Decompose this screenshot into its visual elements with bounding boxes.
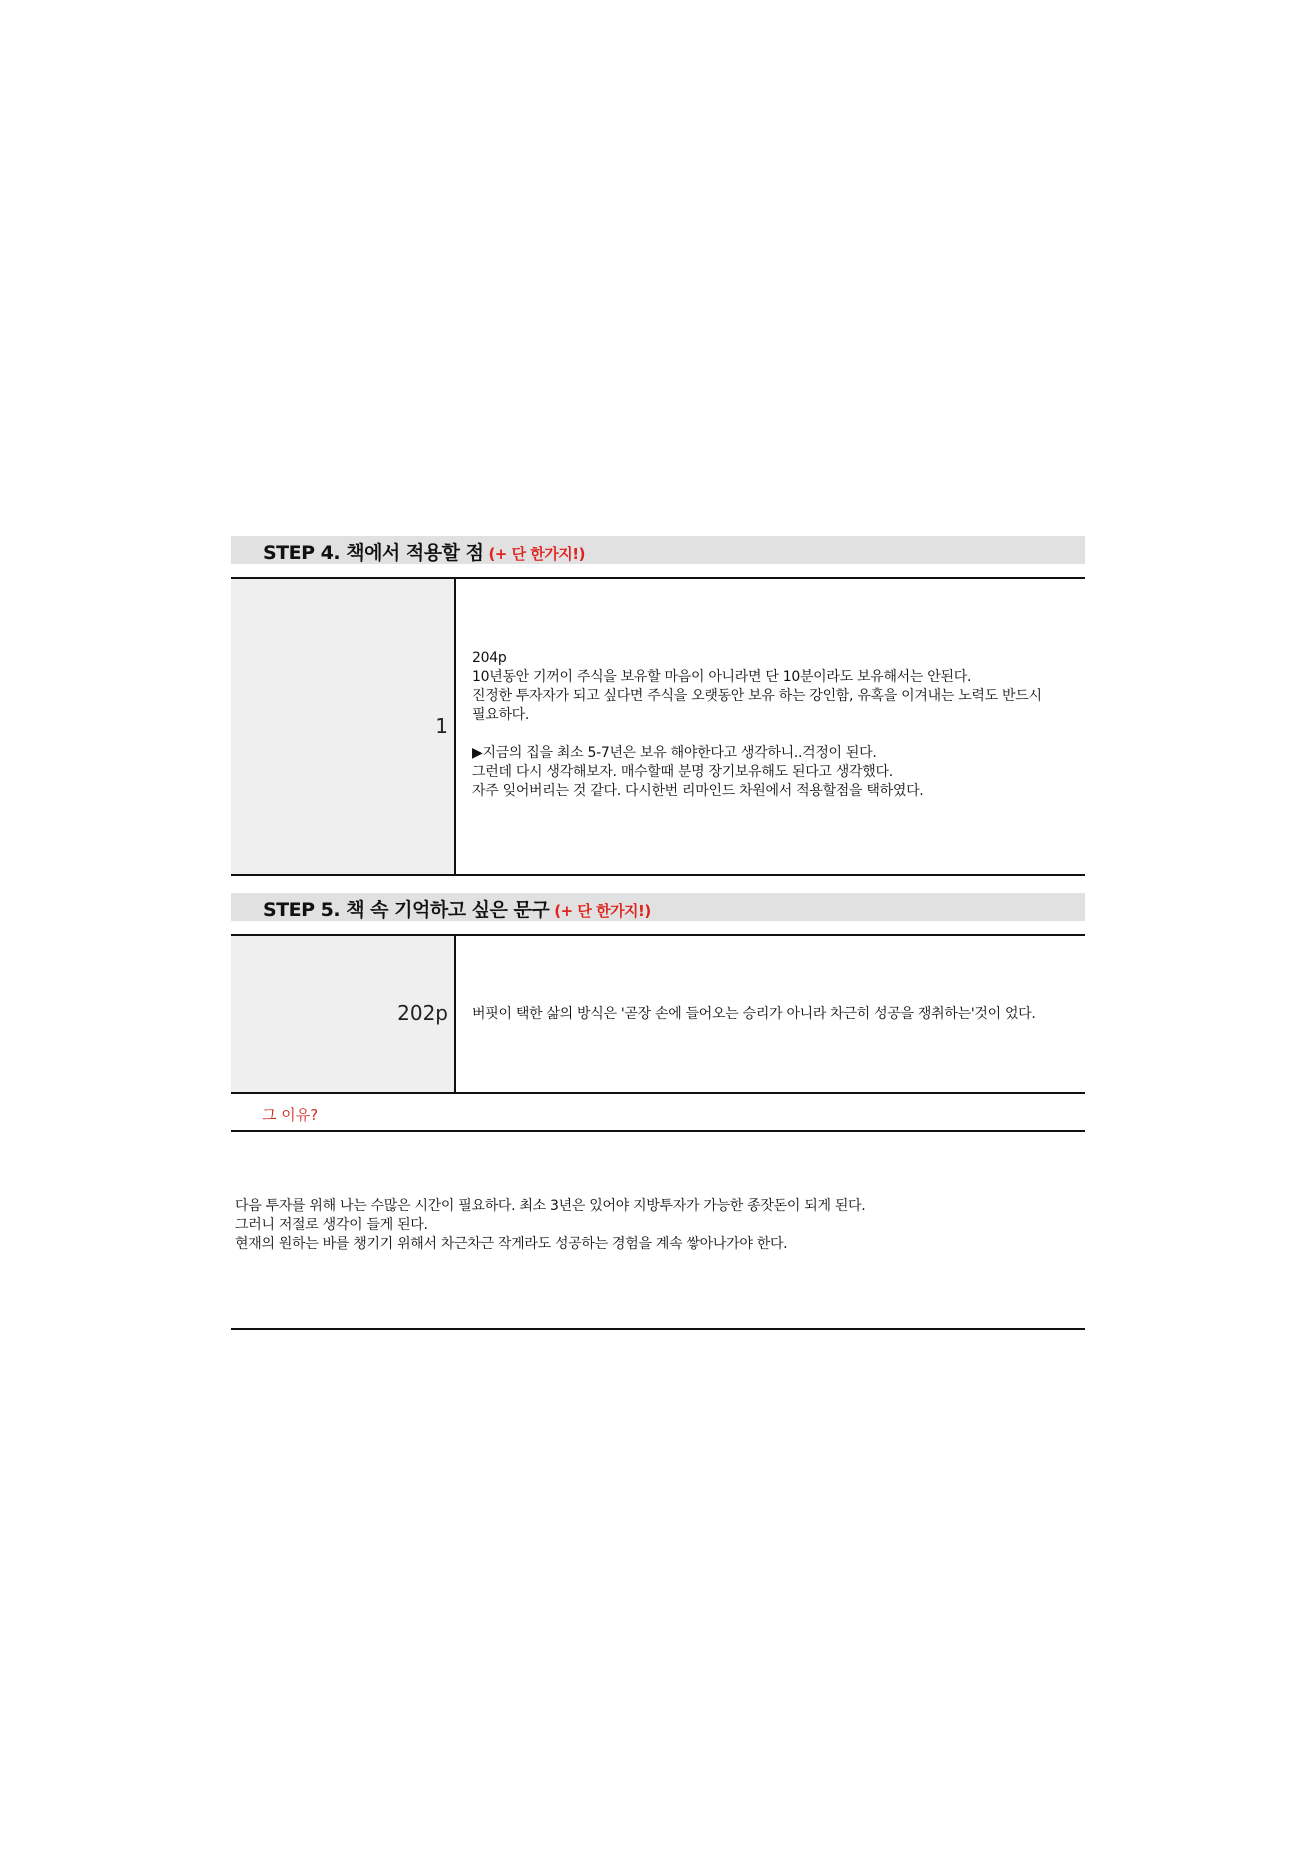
step4-title: STEP 4. 책에서 적용할 점 — [263, 542, 484, 564]
step5-header — [231, 893, 1085, 921]
step5-number: 202p — [397, 1001, 448, 1025]
reason-divider — [231, 1130, 1085, 1132]
step4-number-cell — [231, 579, 456, 874]
step4-title-group — [263, 538, 585, 565]
step5-row — [231, 934, 1085, 1094]
step5-title-group — [263, 895, 651, 922]
reason-line: 그러니 저절로 생각이 들게 된다. — [235, 1217, 428, 1233]
reason-line: 현재의 원하는 바를 챙기기 위해서 차근차근 작게라도 성공하는 경험을 계속 쌓아나가야 한다. — [235, 1236, 788, 1252]
step5-content — [472, 1005, 1071, 1024]
reason-line: 다음 투자를 위해 나는 수많은 시간이 필요하다. 최소 3년은 있어야 지방투자가 가능한 종잣돈이 되게 된다. — [235, 1198, 866, 1214]
step4-content — [472, 649, 1071, 801]
step4-row — [231, 577, 1085, 876]
step5-accent: (+ 단 한가지!) — [554, 902, 651, 920]
step4-number: 1 — [435, 714, 448, 738]
step4-line: 진정한 투자자가 되고 싶다면 주식을 오랫동안 보유 하는 강인함, 유혹을 이겨내는 노력도 반드시 — [472, 688, 1042, 704]
step5-title: STEP 5. 책 속 기억하고 싶은 문구 — [263, 899, 550, 921]
reason-label: 그 이유? — [262, 1106, 319, 1124]
step4-line: 필요하다. — [472, 707, 530, 723]
step4-header — [231, 536, 1085, 564]
step4-line: 204p — [472, 650, 507, 666]
step4-accent: (+ 단 한가지!) — [488, 545, 585, 563]
step4-line: ▶지금의 집을 최소 5-7년은 보유 해야한다고 생각하니..걱정이 된다. — [472, 745, 877, 761]
step4-line: 자주 잊어버리는 것 같다. 다시한번 리마인드 차원에서 적용할점을 택하였다. — [472, 783, 924, 799]
bottom-divider — [231, 1328, 1085, 1330]
step4-line: 10년동안 기꺼이 주식을 보유할 마음이 아니라면 단 10분이라도 보유해서는 안된다. — [472, 669, 972, 685]
reason-text — [235, 1197, 1075, 1254]
step5-quote: 버핏이 택한 삶의 방식은 '곧장 손에 들어오는 승리가 아니라 차근히 성공을 쟁취하는'것이 었다. — [472, 1006, 1036, 1022]
step5-number-cell — [231, 936, 456, 1092]
step4-line: 그런데 다시 생각해보자. 매수할때 분명 장기보유해도 된다고 생각했다. — [472, 764, 893, 780]
